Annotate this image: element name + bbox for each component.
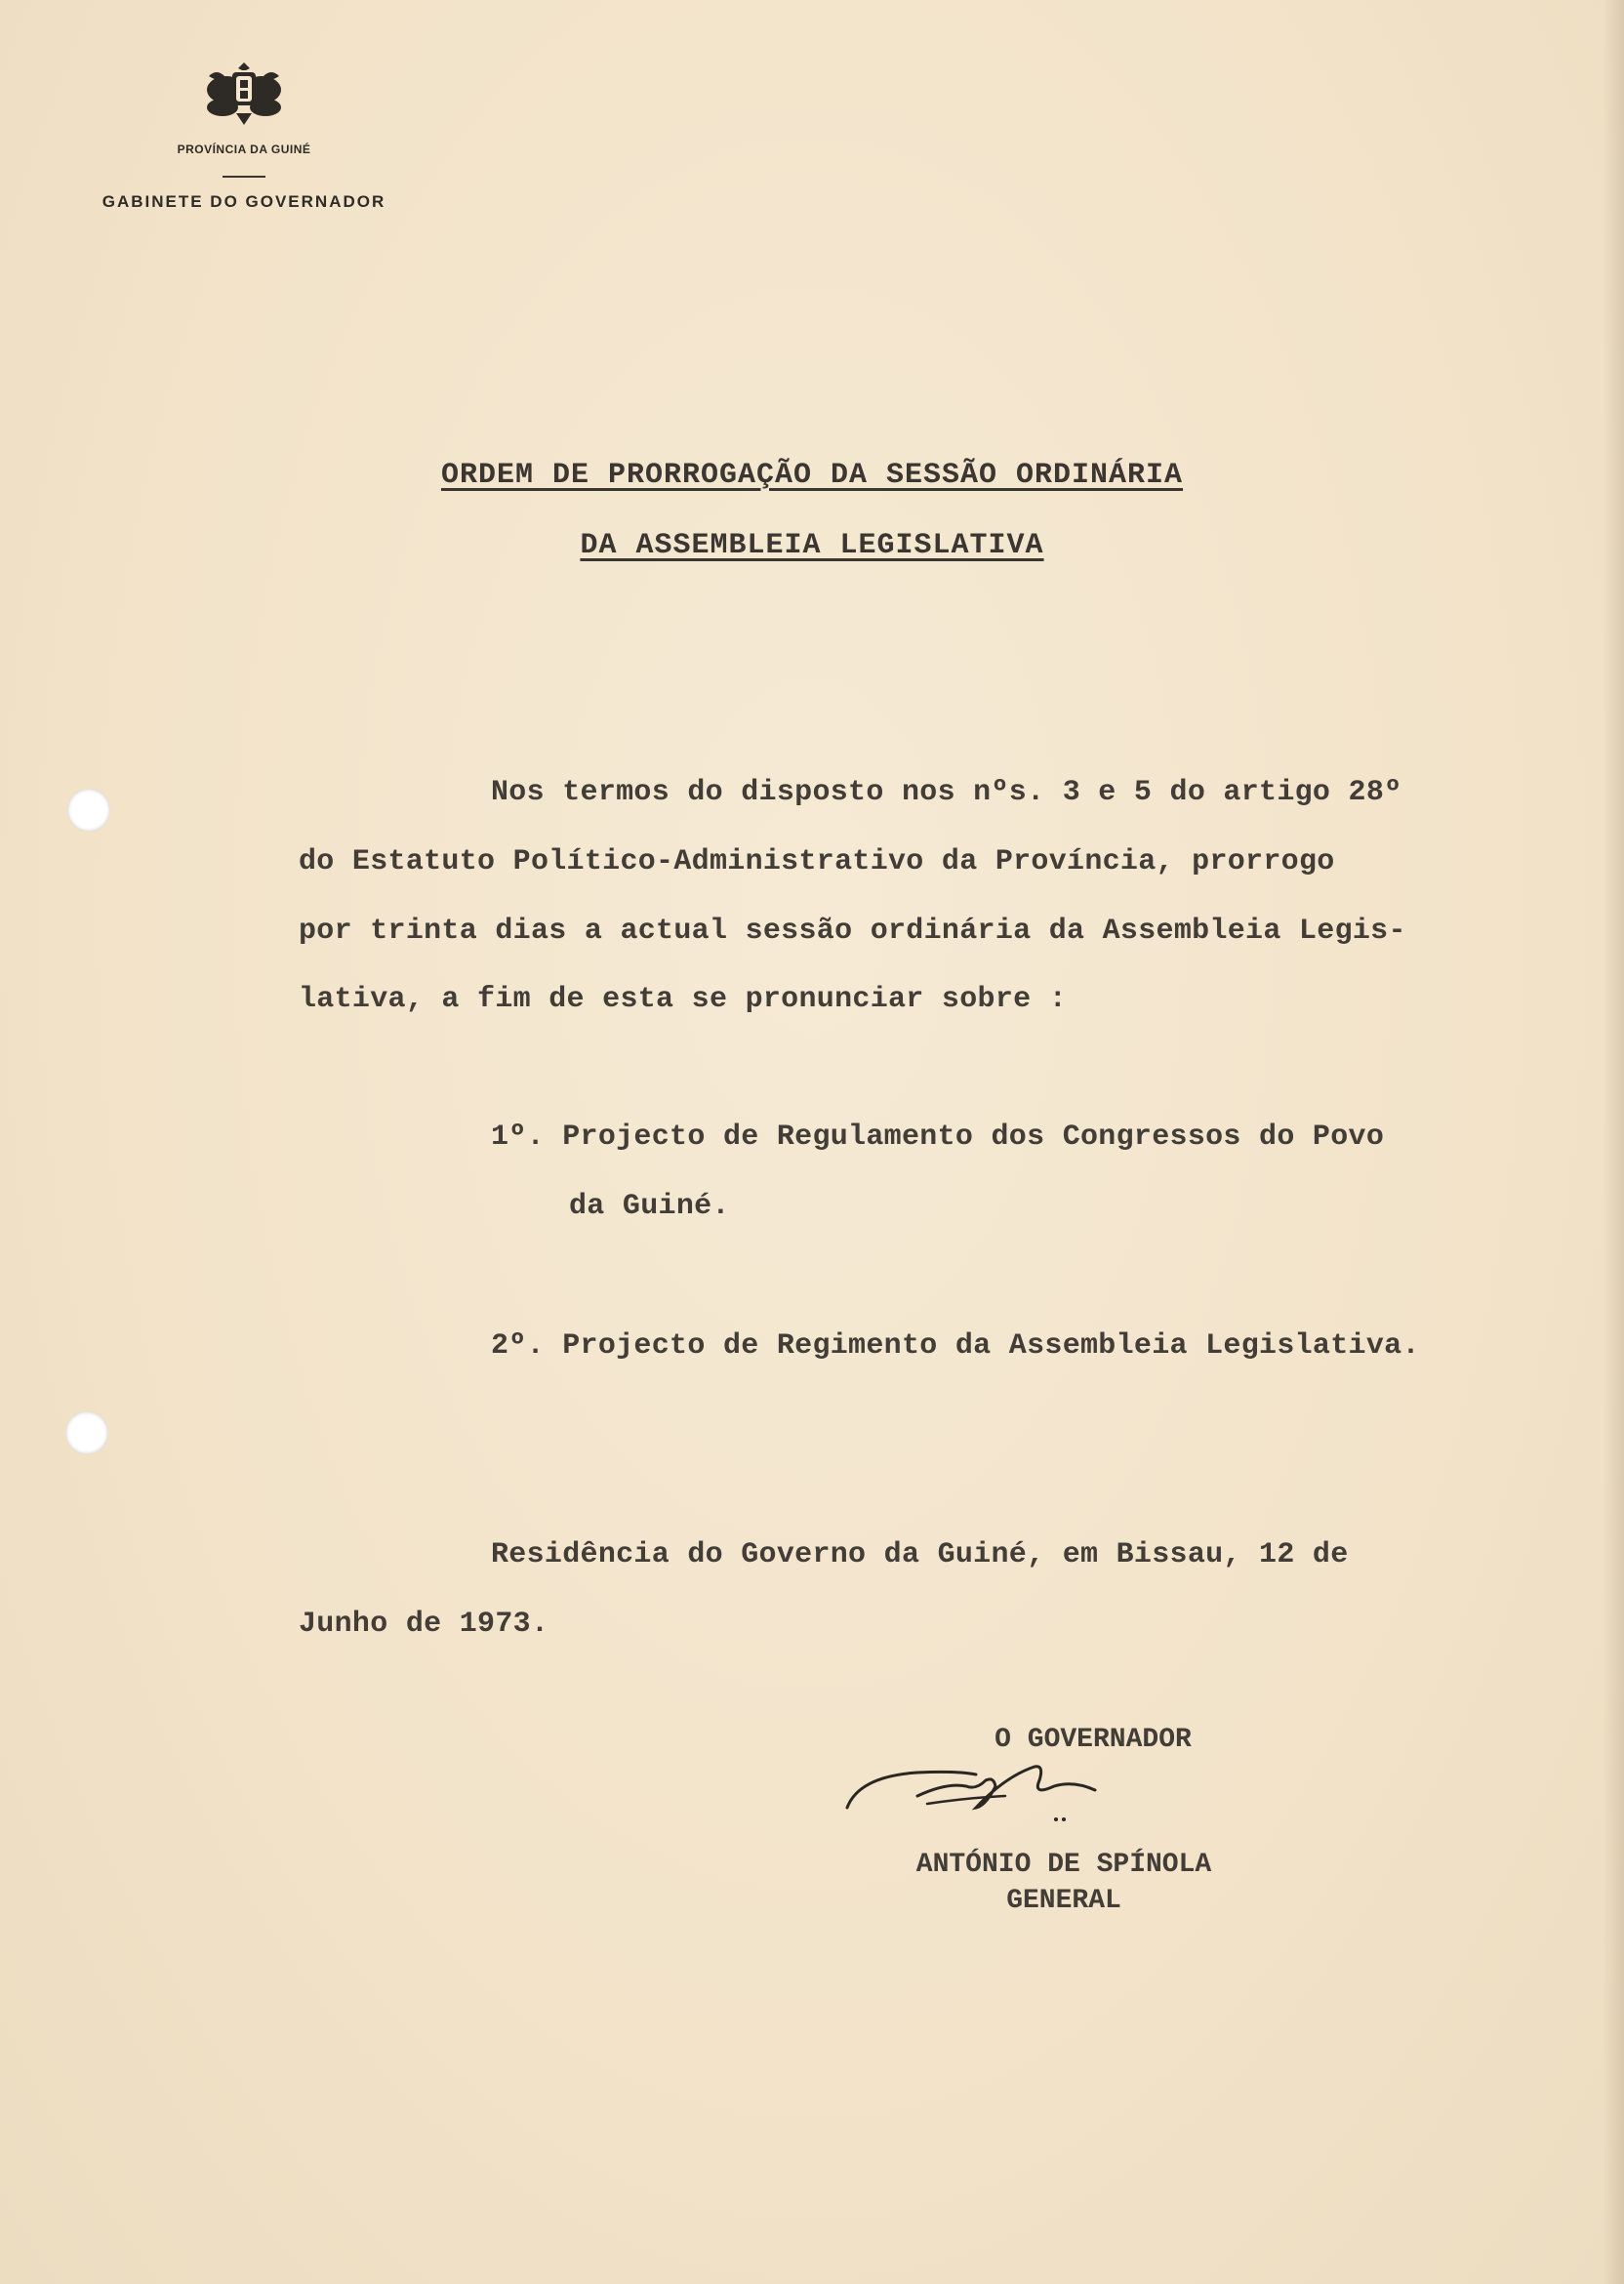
document-title-line-1: ORDEM DE PRORROGAÇÃO DA SESSÃO ORDINÁRIA — [440, 459, 1184, 492]
letterhead-divider — [223, 176, 265, 178]
handwritten-signature — [839, 1747, 1171, 1835]
list-item-1-line-1: 1º. Projecto de Regulamento dos Congressos do Povo — [491, 1121, 1385, 1154]
coat-of-arms-icon — [203, 59, 285, 129]
signatory-name: ANTÓNIO DE SPÍNOLA — [915, 1850, 1212, 1880]
signatory-rank: GENERAL — [1006, 1886, 1121, 1916]
date-line-1: Residência do Governo da Guiné, em Bissau, 12 de — [491, 1538, 1349, 1571]
letterhead-province: PROVÍNCIA DA GUINÉ — [177, 143, 311, 156]
punch-hole — [67, 789, 110, 832]
letterhead-cabinet: GABINETE DO GOVERNADOR — [102, 192, 386, 211]
signatory-title: O GOVERNADOR — [995, 1725, 1192, 1755]
paragraph-line: do Estatuto Político-Administrativo da Província, prorrogo — [299, 845, 1335, 878]
punch-hole — [65, 1411, 108, 1454]
page-edge-shadow — [1603, 0, 1624, 2284]
paragraph-line: Nos termos do disposto nos nºs. 3 e 5 do artigo 28º — [491, 776, 1402, 809]
list-item-2-line-1: 2º. Projecto de Regimento da Assembleia Legislativa. — [491, 1329, 1420, 1363]
date-line-2: Junho de 1973. — [299, 1608, 549, 1641]
list-item-1-line-2: da Guiné. — [569, 1190, 730, 1223]
document-title-line-2: DA ASSEMBLEIA LEGISLATIVA — [580, 529, 1044, 562]
paragraph-line: lativa, a fim de esta se pronunciar sobre : — [299, 983, 1068, 1016]
paragraph-line: por trinta dias a actual sessão ordinária da Assembleia Legis- — [299, 915, 1406, 948]
